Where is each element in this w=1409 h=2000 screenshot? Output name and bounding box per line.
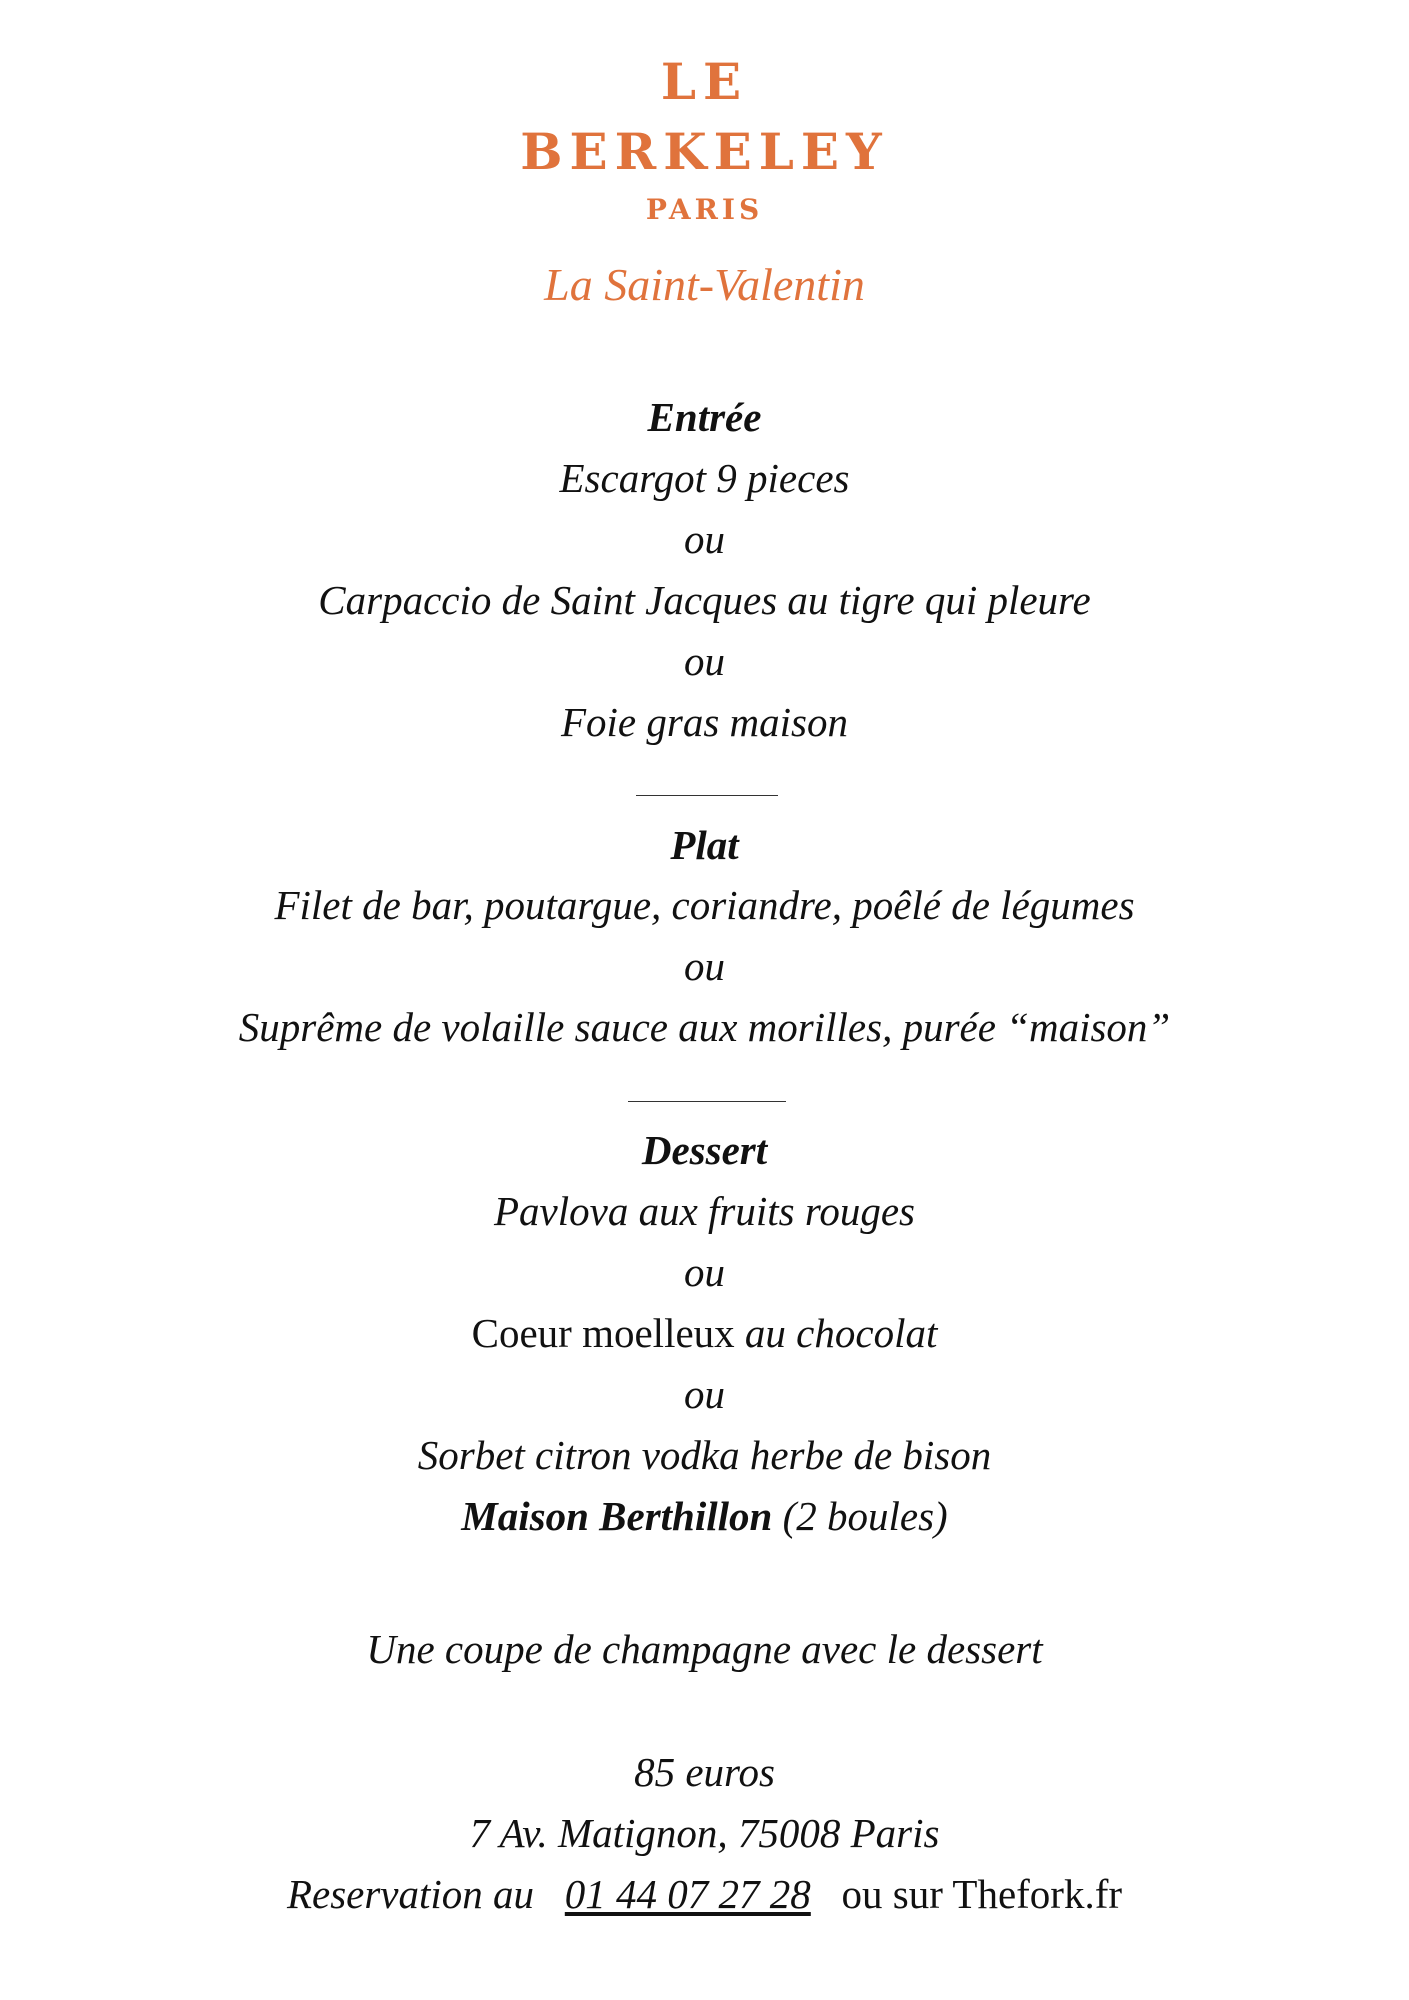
entree-item-3: Foie gras maison — [561, 699, 848, 745]
menu-subtitle: La Saint-Valentin — [544, 259, 865, 310]
brand-paris: PARIS — [645, 193, 764, 226]
entree-heading: Entrée — [647, 394, 762, 440]
price: 85 euros — [634, 1749, 775, 1795]
brand-le: LE — [660, 52, 749, 111]
entree-separator-2: ou — [684, 638, 725, 684]
reservation-prefix: Reservation au — [286, 1871, 535, 1917]
dessert-separator-2: ou — [684, 1371, 725, 1417]
phone-link[interactable]: 01 44 07 27 28 — [564, 1871, 811, 1917]
dessert-item-3: Sorbet citron vodka herbe de bison — [417, 1432, 992, 1478]
reservation-suffix: ou sur Thefork.fr — [841, 1871, 1123, 1917]
dessert-item-2-part1: Coeur moelleux — [471, 1310, 735, 1356]
address: 7 Av. Matignon, 75008 Paris — [469, 1810, 940, 1856]
dessert-item-2 — [0, 1308, 1409, 1358]
plat-item-1: Filet de bar, poutargue, coriandre, poêlé de légumes — [274, 882, 1135, 928]
entree-separator-1: ou — [684, 516, 725, 562]
divider-entree-plat — [636, 795, 778, 796]
plat-item-2: Suprême de volaille sauce aux morilles, purée “maison” — [238, 1004, 1171, 1050]
plat-heading: Plat — [670, 822, 739, 868]
dessert-separator-1: ou — [684, 1249, 725, 1295]
berthillon-quantity: (2 boules) — [782, 1493, 948, 1539]
entree-item-1: Escargot 9 pieces — [559, 455, 850, 501]
dessert-item-1: Pavlova aux fruits rouges — [494, 1188, 915, 1234]
dessert-berthillon — [0, 1491, 1409, 1541]
plat-separator: ou — [684, 943, 725, 989]
berthillon-name: Maison Berthillon — [461, 1493, 773, 1539]
brand-berkeley: BERKELEY — [520, 122, 889, 181]
reservation-line — [0, 1869, 1409, 1919]
dessert-heading: Dessert — [641, 1127, 768, 1173]
divider-plat-dessert — [628, 1101, 786, 1102]
dessert-item-2-part2: au chocolat — [744, 1310, 938, 1356]
entree-item-2: Carpaccio de Saint Jacques au tigre qui pleure — [318, 577, 1091, 623]
champagne-note: Une coupe de champagne avec le dessert — [366, 1626, 1043, 1672]
